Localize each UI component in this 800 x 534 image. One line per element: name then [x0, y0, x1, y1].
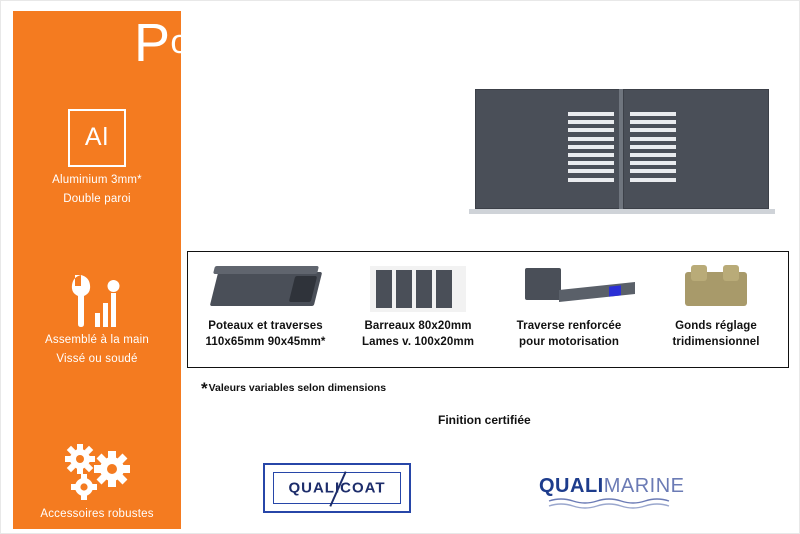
feature-caption-poteaux-1: Poteaux et traverses: [208, 320, 323, 332]
footnote-star: *: [201, 379, 208, 398]
sidebar-block-assembly: [13, 273, 181, 365]
feature-caption-gonds-2: tridimensionnel: [672, 336, 760, 348]
gate-center-post: [619, 89, 623, 209]
sidebar-text-accessories-1: Accessoires robustes: [40, 508, 154, 520]
feature-item-motorisation: [493, 252, 645, 367]
motor-crossbar-icon: [493, 260, 645, 318]
wrench-tools-icon: [65, 273, 129, 327]
feature-item-poteaux: [188, 252, 343, 367]
footnote-text: Valeurs variables selon dimensions: [208, 382, 387, 394]
features-box: [187, 251, 789, 368]
footnote: [201, 379, 386, 399]
feature-caption-barreaux-2: Lames v. 100x20mm: [361, 336, 475, 348]
profile-post-icon: [188, 260, 343, 318]
gate-louvers-left: [568, 112, 614, 188]
page-title-rest: ortail déco arrondie: [170, 23, 468, 61]
sidebar: [13, 11, 181, 529]
gate-ground-line: [469, 209, 775, 214]
qualimarine-label: [539, 475, 685, 498]
qualicoat-logo: [263, 463, 411, 513]
qualimarine-label-bold: QUALI: [539, 475, 604, 497]
feature-item-barreaux: [343, 252, 493, 367]
sidebar-block-aluminium: [13, 109, 181, 205]
gears-icon: [58, 443, 136, 501]
sidebar-text-assembly-1: Assemblé à la main: [45, 334, 149, 346]
aluminium-square-icon: [68, 109, 126, 167]
sidebar-block-accessories: [13, 443, 181, 520]
qualimarine-logo: [539, 469, 719, 509]
portail-gate-illustration: [469, 89, 775, 221]
sidebar-text-aluminium-1: Aluminium 3mm*: [52, 174, 142, 186]
feature-caption-poteaux-2: 110x65mm 90x45mm*: [205, 336, 326, 348]
gate-panel-right: [623, 89, 769, 209]
aluminium-icon-label: Al: [84, 122, 110, 151]
certification-heading: Finition certifiée: [438, 413, 531, 427]
qualimarine-waves-icon: [547, 497, 697, 509]
page-title-initial: P: [134, 13, 171, 73]
sidebar-text-aluminium-2: Double paroi: [63, 193, 131, 205]
feature-caption-motorisation-2: pour motorisation: [518, 336, 620, 348]
feature-item-gonds: [645, 252, 787, 367]
gate-panel-left: [475, 89, 621, 209]
feature-caption-gonds-1: Gonds réglage: [675, 320, 757, 332]
sidebar-text-assembly-2: Vissé ou soudé: [56, 353, 138, 365]
qualicoat-label: QUALICOAT: [288, 479, 386, 497]
page-title: [134, 13, 468, 73]
hinge-icon: [645, 260, 787, 318]
bars-icon: [343, 260, 493, 318]
gate-louvers-right: [630, 112, 676, 188]
feature-caption-barreaux-1: Barreaux 80x20mm: [364, 320, 472, 332]
feature-caption-motorisation-1: Traverse renforcée: [516, 320, 622, 332]
qualimarine-label-light: MARINE: [603, 475, 685, 497]
